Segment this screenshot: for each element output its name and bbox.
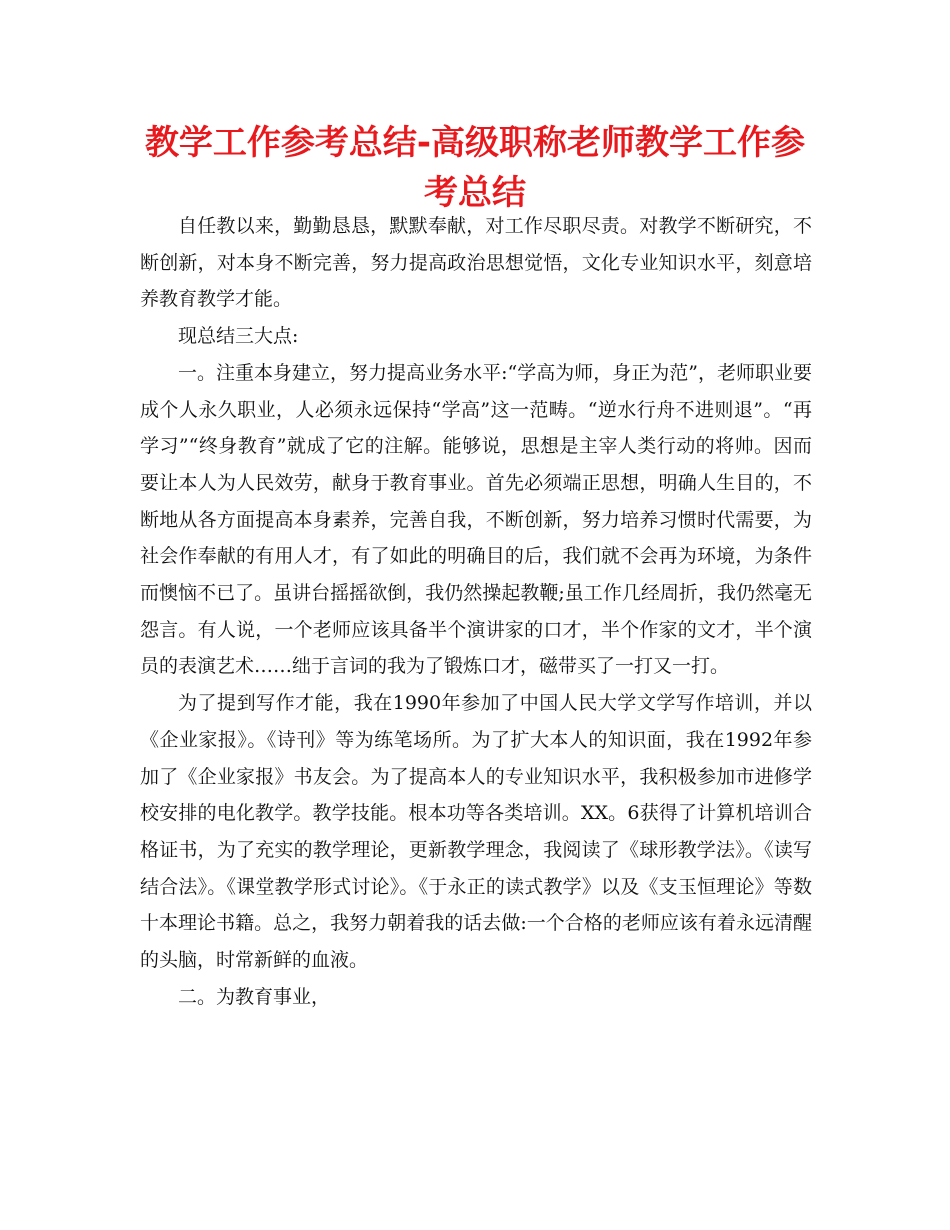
paragraph-intro: 自任教以来，勤勤恳恳，默默奉献，对工作尽职尽责。对教学不断研究，不断创新，对本身不断完善，努力提高政治思想觉悟，文化专业知识水平，刻意培养教育教学才能。: [140, 215, 812, 311]
document-title: 教学工作参考总结-高级职称老师教学工作参考总结: [144, 123, 806, 213]
paragraph-point-one: 一。注重本身建立，努力提高业务水平:“学高为师，身正为范”，老师职业要成个人永久职业，人必须永远保持“学高”这一范畴。“逆水行舟不进则退”。“再学习”“终身教育”就成了它的注解。能够说，思想是主宰人类行动的将帅。因而要让本人为人民效劳，献身于教育事业。首先必须端正思想，明确人生目的，不断地从各方面提高本身素养，完善自我，不断创新，努力培养习惯时代需要，为社会作奉献的有用人才，有了如此的明确目的后，我们就不会再为环境，为条件而懊恼不已了。虽讲台摇摇欲倒，我仍然操起教鞭;虽工作几经周折，我仍然毫无怨言。有人说，一个老师应该具备半个演讲家的口才，半个作家的文才，半个演员的表演艺术……绌于言词的我为了锻炼口才，磁带买了一打又一打。: [140, 361, 812, 678]
document-body: [140, 208, 812, 1015]
paragraph-writing-study: 为了提到写作才能，我在1990年参加了中国人民大学文学写作培训，并以《企业家报》。《诗刊》等为练笔场所。为了扩大本人的知识面，我在1992年参加了《企业家报》书友会。为了提高本人的专业知识水平，我积极参加市进修学校安排的电化教学。教学技能。根本功等各类培训。XX。6获得了计算机培训合格证书，为了充实的教学理论，更新教学理念，我阅读了《球形教学法》。《读写结合法》。《课堂教学形式讨论》。《于永正的读式教学》以及《支玉恒理论》等数十本理论书籍。总之，我努力朝着我的话去做:一个合格的老师应该有着永远清醒的头脑，时常新鲜的血液。: [140, 692, 812, 972]
paragraph-summary-heading: 现总结三大点:: [178, 325, 299, 348]
paragraph-point-two: 二。为教育事业，: [178, 985, 331, 1008]
